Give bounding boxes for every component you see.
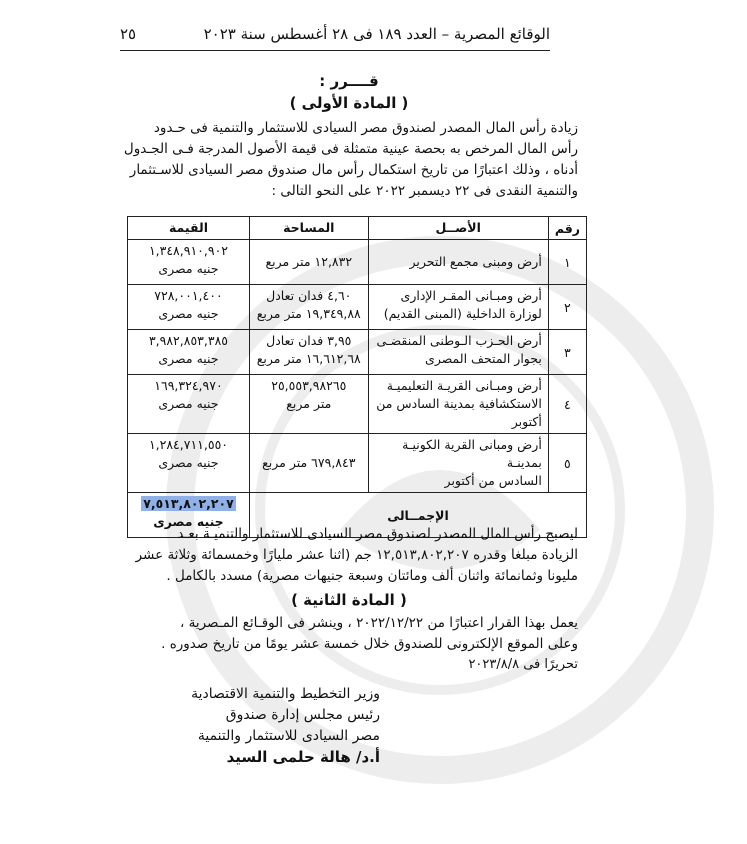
value-cell	[128, 375, 250, 434]
value-currency: جنيه مصرى	[158, 351, 219, 366]
header-title: الوقائع المصرية – العدد ١٨٩ فى ٢٨ أغسطس سنة ٢٠٢٣	[203, 25, 550, 43]
article-two-line: يعمل بهذا القرار اعتبارًا من ٢٠٢٢/١٢/٢٢ ، وينشر فى الوقـائع المـصرية ،	[179, 615, 578, 631]
value-cell	[128, 240, 250, 285]
total-amount	[134, 495, 243, 513]
value-amount: ٧٢٨,٠٠١,٤٠٠	[154, 288, 223, 303]
table-row	[128, 240, 587, 285]
signature-block	[120, 684, 380, 768]
row-number: ٣	[548, 330, 586, 375]
total-label: الإجمــالى	[249, 493, 586, 538]
table-header-row	[128, 217, 587, 240]
area-line: ٣,٩٥ فدان تعادل	[266, 333, 352, 348]
page-header	[120, 20, 550, 48]
value-currency: جنيه مصرى	[158, 306, 219, 321]
asset-line: أرض ومبنى مجمع التحرير	[409, 254, 542, 269]
area-cell	[249, 434, 368, 493]
asset-line: أرض ومبانى القرية الكونيـة بمدينـة	[402, 437, 542, 470]
asset-cell	[368, 330, 548, 375]
value-cell	[128, 330, 250, 375]
value-currency: جنيه مصرى	[158, 455, 219, 470]
signature-title-line: مصر السيادى للاستثمار والتنمية	[197, 728, 380, 744]
row-number: ٤	[548, 375, 586, 434]
value-amount: ٣,٩٨٢,٨٥٣,٣٨٥	[148, 333, 228, 348]
table-row	[128, 434, 587, 493]
asset-cell	[368, 434, 548, 493]
area-cell	[249, 285, 368, 330]
article-one-heading: ( المادة الأولى )	[289, 94, 409, 112]
row-number: ١	[548, 240, 586, 285]
value-amount: ١,٢٨٤,٧١١,٥٥٠	[148, 437, 228, 452]
value-cell	[128, 434, 250, 493]
area-cell	[249, 375, 368, 434]
col-header-value: القيمة	[128, 217, 250, 240]
intro-paragraph	[120, 118, 578, 202]
asset-line: لوزارة الداخلية (المبنى القديم)	[383, 306, 542, 321]
area-cell	[249, 240, 368, 285]
after-table-line: الزيادة مبلغا وقدره ١٢,٥١٣,٨٠٢,٢٠٧ جم (اثنا عشر مليارًا وخمسمائة وثلاثة عشر	[135, 547, 578, 563]
value-amount: ١,٣٤٨,٩١٠,٩٠٢	[148, 243, 228, 258]
area-line: ١٦,٦١٢,٦٨ متر مربع	[256, 351, 361, 366]
after-table-paragraph	[120, 524, 578, 587]
asset-line: أرض الحـزب الـوطنى المنقضـى	[376, 333, 542, 348]
asset-line: أرض ومبـانى القريـة التعليميـة	[386, 378, 542, 393]
page-number: ٢٥	[120, 25, 137, 43]
row-number: ٢	[548, 285, 586, 330]
area-line: ٢٥,٥٥٣,٩٨٢٦٥	[271, 378, 347, 393]
value-currency: جنيه مصرى	[158, 261, 219, 276]
col-header-area: المساحة	[249, 217, 368, 240]
dated-line: تحريرًا فى ٢٠٢٣/٨/٨	[468, 657, 578, 672]
header-divider	[120, 50, 550, 51]
intro-line: رأس المال المرخص به بحصة عينية متمثلة فى قيمة الأصول المدرجة فـى الجـدول	[123, 141, 578, 157]
table-row	[128, 285, 587, 330]
signature-title-line: رئيس مجلس إدارة صندوق	[225, 707, 380, 723]
area-line: ١٢,٨٣٢ متر مربع	[265, 254, 353, 269]
area-line: ٤,٦٠ فدان تعادل	[266, 288, 352, 303]
table-row	[128, 330, 587, 375]
area-line: ٦٧٩,٨٤٣ متر مربع	[262, 455, 356, 470]
asset-cell	[368, 285, 548, 330]
asset-cell	[368, 240, 548, 285]
asset-line: السادس من أكتوبر	[444, 473, 542, 488]
area-cell	[249, 330, 368, 375]
signature-title-line: وزير التخطيط والتنمية الاقتصادية	[191, 686, 380, 702]
article-two-heading: ( المادة الثانية )	[291, 591, 407, 609]
row-number: ٥	[548, 434, 586, 493]
area-line: متر مربع	[286, 396, 332, 411]
total-amount-highlight: ٧,٥١٣,٨٠٢,٢٠٧	[143, 496, 234, 511]
after-table-line: ليصبح رأس المال المصدر لصندوق مصر السيادى للاستثمار والتنميـة بعـد	[177, 526, 578, 542]
after-table-line: مليونا وثمانمائة واثنان ألف ومائتان وسبعة جنيهات مصرية) مسدد بالكامل .	[166, 568, 578, 584]
decision-heading: قــــرر :	[319, 72, 379, 90]
asset-cell	[368, 375, 548, 434]
signatory-name: أ.د/ هالة حلمى السيد	[226, 748, 380, 766]
assets-table	[127, 216, 587, 538]
asset-line: أرض ومبـانى المقـر الإدارى	[400, 288, 542, 303]
article-two-paragraph	[120, 613, 578, 655]
value-cell	[128, 285, 250, 330]
article-two-line: وعلى الموقع الإلكترونى للصندوق خلال خمسة عشر يومًا من تاريخ صدوره .	[161, 636, 578, 652]
intro-line: زيادة رأس المال المصدر لصندوق مصر السيادى للاستثمار والتنمية فى حـدود	[153, 120, 578, 136]
total-currency: جنيه مصرى	[153, 514, 224, 529]
asset-line: الاستكشافية بمدينة السادس من أكتوبر	[376, 396, 542, 429]
col-header-asset: الأصــل	[368, 217, 548, 240]
intro-line: والتنمية النقدى فى ٢٢ ديسمبر ٢٠٢٢ على النحو التالى :	[271, 183, 578, 199]
area-line: ١٩,٣٤٩,٨٨ متر مربع	[256, 306, 361, 321]
col-header-number: رقم	[548, 217, 586, 240]
value-currency: جنيه مصرى	[158, 396, 219, 411]
table-row	[128, 375, 587, 434]
intro-line: أدناه ، وذلك اعتبارًا من تاريخ استكمال رأس مال صندوق مصر السيادى للاسـتثمار	[129, 162, 578, 178]
asset-line: بجوار المتحف المصرى	[425, 351, 542, 366]
value-amount: ١٦٩,٣٢٤,٩٧٠	[154, 378, 223, 393]
